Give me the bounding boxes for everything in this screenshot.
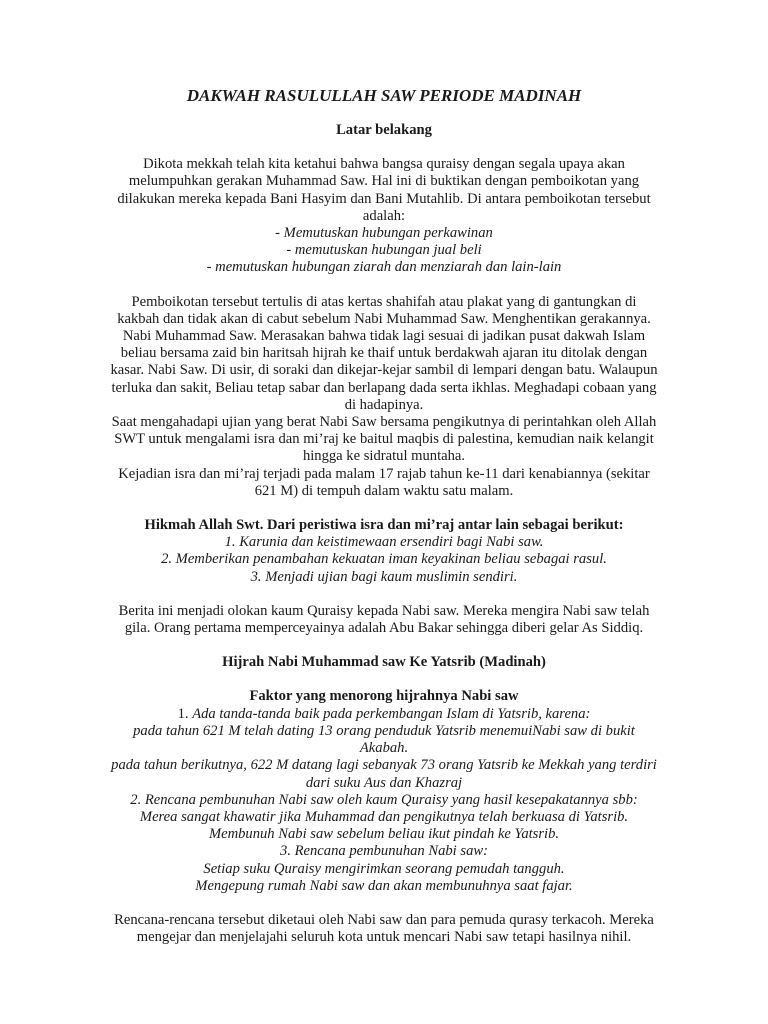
section-heading-latar-belakang: Latar belakang <box>336 122 432 138</box>
list-item: - memutuskan hubungan ziarah dan menziarah dan lain-lain <box>206 259 562 276</box>
text-line: pada tahun berikutnya, 622 M datang lagi sebanyak 73 orang Yatsrib ke Mekkah yang terdiri <box>111 757 657 774</box>
subheading-faktor: Faktor yang menorong hijrahnya Nabi saw <box>249 688 519 705</box>
text-line: gila. Orang pertama memperceyainya adalah Abu Bakar sehingga diberi gelar As Siddiq. <box>124 620 644 637</box>
factor-text: Ada tanda-tanda baik pada perkembangan Islam di Yatsrib, karena: <box>192 705 591 722</box>
boycott-list <box>80 225 688 277</box>
spacer <box>80 586 688 603</box>
section-heading-hikmah: Hikmah Allah Swt. Dari peristiwa isra dan mi’raj antar lain sebagai berikut: <box>144 517 624 534</box>
list-item: 3. Rencana pembunuhan Nabi saw: <box>280 843 488 860</box>
text-line: Pemboikotan tersebut tertulis di atas kertas shahifah atau plakat yang di gantungkan di <box>131 293 637 310</box>
text-line: Kejadian isra dan mi’raj terjadi pada malam 17 rajab tahun ke-11 dari kenabiannya (sekitar <box>118 465 650 482</box>
spacer <box>80 500 688 517</box>
text-line: melumpuhkan gerakan Muhammad Saw. Hal ini di buktikan dengan pemboikotan yang <box>128 173 640 190</box>
intro-paragraph <box>80 156 688 225</box>
list-item: 1. Karunia dan keistimewaan ersendiri bagi Nabi saw. <box>224 534 544 551</box>
text-line: Akabah. <box>359 740 409 757</box>
list-item: 2. Memberikan penambahan kekuatan iman keyakinan beliau sebagai rasul. <box>161 551 607 568</box>
text-line: Membunuh Nabi saw sebelum beliau ikut pindah ke Yatsrib. <box>208 826 560 843</box>
closing-paragraph <box>80 912 688 946</box>
text-line: SWT untuk mengalami isra dan mi’raj ke baitul maqbis di palestina, kemudian naik kelangit <box>114 431 654 448</box>
text-line: Setiap suku Quraisy mengirimkan seorang pemudah tangguh. <box>203 860 565 877</box>
spacer <box>80 139 688 156</box>
text-line: Merea sangat khawatir jika Muhammad dan pengikutnya telah berkuasa di Yatsrib. <box>139 808 629 825</box>
text-line: dilakukan mereka kepada Bani Hasyim dan Bani Mutahlib. Di antara pemboikotan tersebut <box>117 190 651 207</box>
list-item: - memutuskan hubungan jual beli <box>286 242 482 259</box>
list-item <box>80 706 688 723</box>
spacer <box>80 637 688 654</box>
text-line: terluka dan sakit, Beliau tetap sabar dan berlapang dada serta ikhlas. Meghadapi cobaan yang <box>111 379 657 396</box>
text-line: 621 M) di tempuh dalam waktu satu malam. <box>254 482 514 499</box>
spacer <box>80 671 688 688</box>
olokan-paragraph <box>80 603 688 637</box>
text-line: kasar. Nabi Saw. Di usir, di soraki dan dikejar-kejar sambil di lempari dengan batu. Walaupun <box>110 362 658 379</box>
text-line: Nabi Muhammad Saw. Merasakan bahwa tidak lagi sesuai di jadikan pusat dakwah Islam <box>122 328 646 345</box>
text-line: mengejar dan menjelajahi seluruh kota untuk mencari Nabi saw tetapi hasilnya nihil. <box>136 929 632 946</box>
text-line: Rencana-rencana tersebut diketaui oleh Nabi saw dan para pemuda qurasy terkacoh. Mereka <box>114 911 654 928</box>
text-line: pada tahun 621 M telah dating 13 orang penduduk Yatsrib menemuiNabi saw di bukit <box>133 722 635 739</box>
text-line: Mengepung rumah Nabi saw dan akan membunuhnya saat fajar. <box>195 877 573 894</box>
document-page <box>80 86 688 946</box>
document-title: DAKWAH RASULULLAH SAW PERIODE MADINAH <box>186 86 582 105</box>
factor-3 <box>80 843 688 895</box>
list-item: - Memutuskan hubungan perkawinan <box>275 225 493 242</box>
text-line: adalah: <box>362 207 406 224</box>
text-line: kakbah dan tidak akan di cabut sebelum Nabi Muhammad Saw. Menghentikan gerakannya. <box>117 310 651 327</box>
text-line: Dikota mekkah telah kita ketahui bahwa bangsa quraisy dengan segala upaya akan <box>143 156 625 173</box>
boycott-paragraph <box>80 294 688 500</box>
factor-number: 1. <box>177 705 193 722</box>
text-line: hingga ke sidratul muntaha. <box>302 448 466 465</box>
list-item: 3. Menjadi ujian bagi kaum muslimin sendiri. <box>250 568 518 585</box>
spacer <box>80 277 688 294</box>
factor-2 <box>80 792 688 844</box>
factor-1 <box>80 706 688 792</box>
text-line: beliau bersama zaid bin haritsah hijrah ke thaif untuk berdakwah ajaran itu ditolak dengan <box>120 345 648 362</box>
hikmah-list <box>80 534 688 586</box>
text-line: Berita ini menjadi olokan kaum Quraisy kepada Nabi saw. Mereka mengira Nabi saw telah <box>118 602 650 619</box>
list-item: 2. Rencana pembunuhan Nabi saw oleh kaum Quraisy yang hasil kesepakatannya sbb: <box>130 791 638 808</box>
spacer <box>80 895 688 912</box>
text-line: dari suku Aus dan Khazraj <box>305 774 463 791</box>
text-line: di hadapinya. <box>344 396 424 413</box>
text-line: Saat mengahadapi ujian yang berat Nabi Saw bersama pengikutnya di perintahkan oleh Allah <box>111 414 657 431</box>
section-heading-hijrah: Hijrah Nabi Muhammad saw Ke Yatsrib (Madinah) <box>222 654 546 671</box>
